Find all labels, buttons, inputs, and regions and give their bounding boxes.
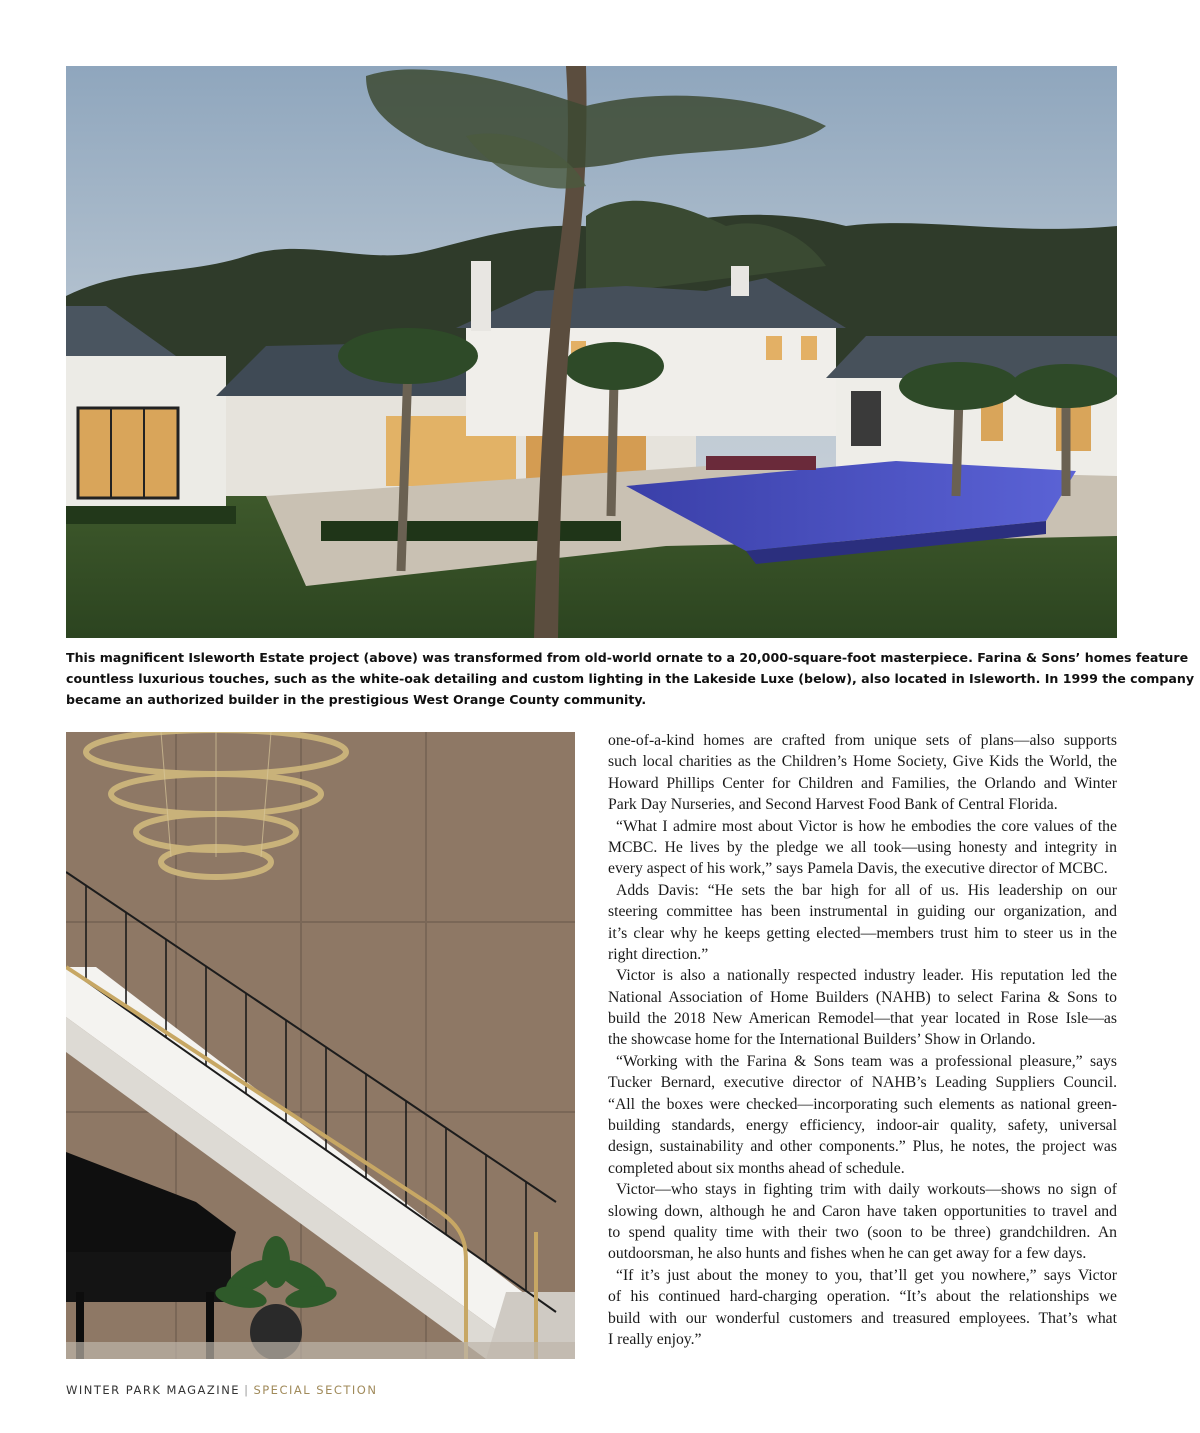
- article-line: design, sustainability and other components.” Plus, he notes, the project was: [608, 1138, 1117, 1156]
- article-line: such local charities as the Children’s Home Society, Give Kids the World, the: [608, 753, 1117, 771]
- article-line: right direction.”: [608, 945, 709, 963]
- estate-photo: [66, 66, 1117, 638]
- article-line: MCBC. He lives by the pledge we all took—using honesty and integrity in: [608, 838, 1117, 856]
- article-line: slowing down, although he and Caron have taken opportunities to travel and: [608, 1202, 1117, 1220]
- article-line: Tucker Bernard, executive director of NAHB’s Leading Suppliers Council.: [608, 1074, 1117, 1092]
- article-line: Victor—who stays in fighting trim with daily workouts—shows no sign of: [616, 1181, 1117, 1199]
- article-line: completed about six months ahead of schedule.: [608, 1159, 905, 1177]
- page-footer: [66, 1383, 377, 1397]
- article-line: to spend quality time with their two (soon to be three) grandchildren. An: [608, 1223, 1117, 1241]
- photo-caption: [66, 647, 1195, 710]
- footer-separator: |: [244, 1383, 250, 1397]
- article-line: outdoorsman, he also hunts and fishes when he can get away for a few days.: [608, 1245, 1087, 1263]
- article-body: [608, 730, 1117, 1350]
- article-line: Howard Phillips Center for Children and Families, the Orlando and Winter: [608, 774, 1117, 792]
- article-line: I really enjoy.”: [608, 1330, 702, 1348]
- article-line: build with our wonderful customers and treasured employees. That’s what: [608, 1309, 1117, 1327]
- article-line: “Working with the Farina & Sons team was a professional pleasure,” says: [616, 1052, 1117, 1070]
- article-line: National Association of Home Builders (NAHB) to select Farina & Sons to: [608, 988, 1117, 1006]
- article-line: “What I admire most about Victor is how he embodies the core values of the: [616, 817, 1117, 835]
- magazine-name: WINTER PARK MAGAZINE: [66, 1383, 241, 1397]
- article-line: of his continued hard-charging operation. “It’s about the relationships we: [608, 1288, 1117, 1306]
- article-line: build the 2018 New American Remodel—that year located in Rose Isle—as: [608, 1010, 1117, 1028]
- article-line: “All the boxes were checked—incorporating such elements as national green-: [608, 1095, 1117, 1113]
- article-line: it’s clear why he keeps getting elected—members trust him to steer us in the: [608, 924, 1117, 942]
- article-line: building standards, energy efficiency, indoor-air quality, safety, universal: [608, 1117, 1117, 1135]
- article-line: steering committee has been instrumental in guiding our organization, and: [608, 903, 1117, 921]
- article-line: every aspect of his work,” says Pamela Davis, the executive director of MCBC.: [608, 860, 1108, 878]
- caption-line: countless luxurious touches, such as the white-oak detailing and custom lighting in the Lakeside Luxe (below), also located in Isleworth. In 1999 the company: [66, 671, 1195, 686]
- article-line: one-of-a-kind homes are crafted from unique sets of plans—also supports: [608, 732, 1117, 749]
- article-line: Adds Davis: “He sets the bar high for all of us. His leadership on our: [616, 881, 1117, 899]
- article-line: the showcase home for the International Builders’ Show in Orlando.: [608, 1031, 1036, 1049]
- article-line: “If it’s just about the money to you, that’ll get you nowhere,” says Victor: [616, 1266, 1117, 1284]
- section-label: SPECIAL SECTION: [253, 1383, 378, 1397]
- caption-line: became an authorized builder in the prestigious West Orange County community.: [66, 692, 647, 707]
- staircase-photo: [66, 732, 575, 1359]
- caption-line: This magnificent Isleworth Estate project (above) was transformed from old-world ornate to a 20,000-square-foot masterpiece. Farina & Sons’ homes feature: [66, 650, 1189, 665]
- article-line: Park Day Nurseries, and Second Harvest Food Bank of Central Florida.: [608, 796, 1058, 814]
- article-line: Victor is also a nationally respected industry leader. His reputation led the: [616, 967, 1117, 985]
